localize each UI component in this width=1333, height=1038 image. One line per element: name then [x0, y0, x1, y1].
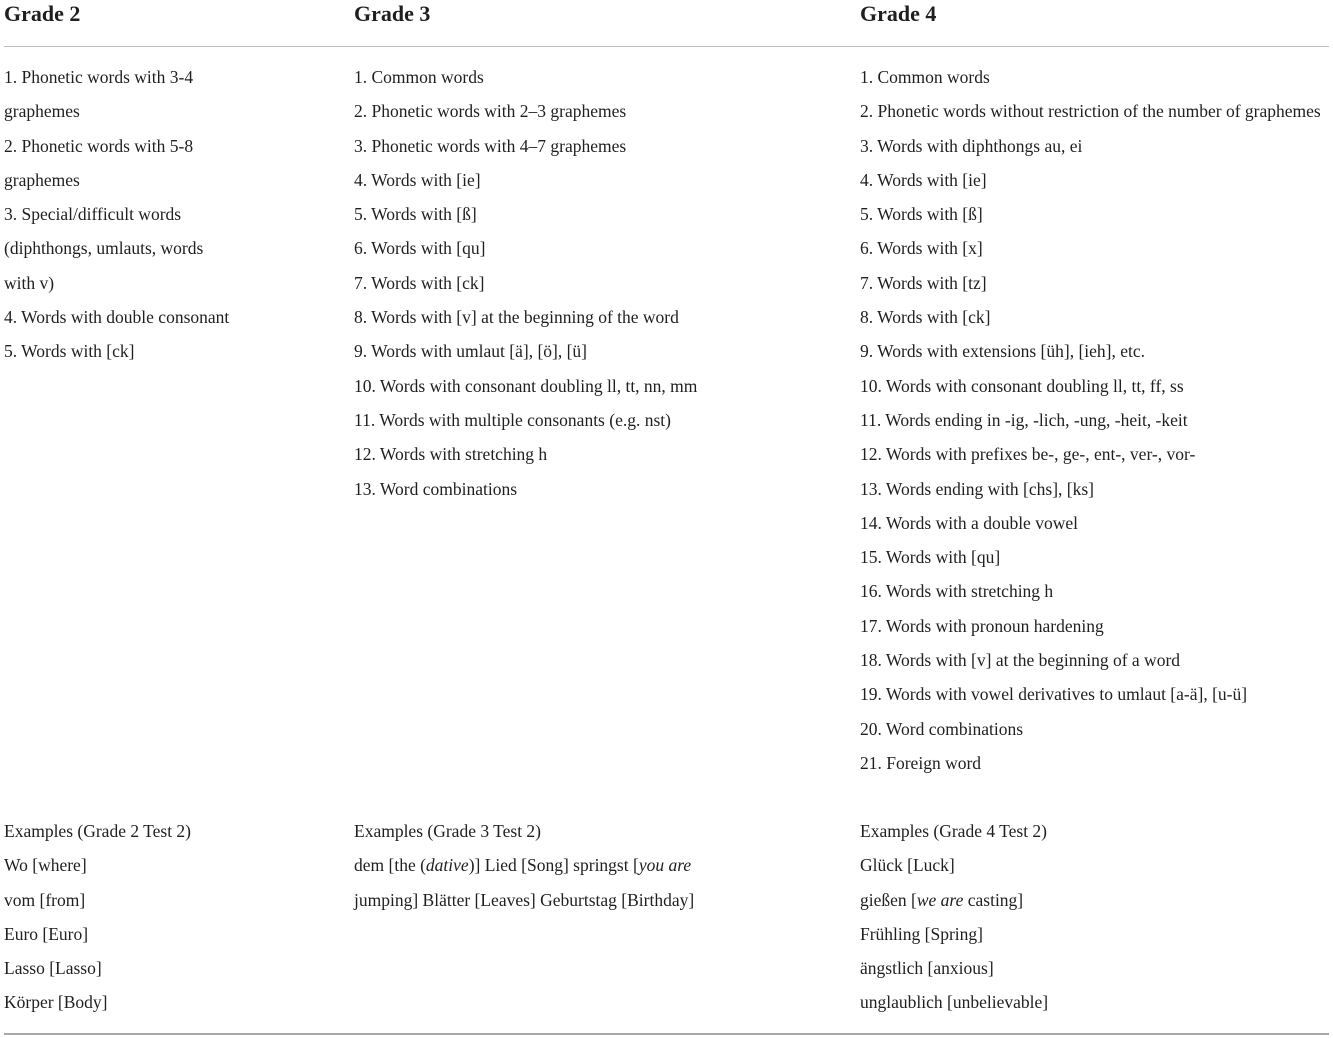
example-text: casting]	[963, 889, 1024, 910]
list-item: 10. Words with consonant doubling ll, tt, ff, ss	[860, 375, 1184, 396]
list-item: 1. Phonetic words with 3-4 graphemes	[4, 67, 194, 122]
list-item: 14. Words with a double vowel	[860, 512, 1078, 533]
category-list-grade-2	[4, 60, 234, 369]
example-word: Lasso [Lasso]	[4, 958, 102, 979]
list-item: 19. Words with vowel derivatives to umlaut [a-ä], [u-ü]	[860, 684, 1248, 705]
list-item: 2. Phonetic words with 5-8 graphemes	[4, 135, 194, 190]
list-item: 3. Special/difficult words (diphthongs, umlauts, words with v)	[4, 204, 204, 293]
example-text-italic: we are	[916, 889, 964, 910]
list-item: 11. Words with multiple consonants (e.g. nst)	[354, 409, 671, 430]
list-item: 20. Word combinations	[860, 718, 1024, 739]
list-item: 12. Words with stretching h	[354, 444, 548, 465]
example-text-italic: dative	[425, 855, 469, 876]
example-text: jumping] Blätter [Leaves] Geburtstag [Birthday]	[354, 889, 695, 910]
list-item: 6. Words with [x]	[860, 238, 983, 259]
list-item: 2. Phonetic words with 2–3 graphemes	[354, 101, 627, 122]
examples-grade-4	[860, 814, 1329, 1020]
list-item: 3. Phonetic words with 4–7 graphemes	[354, 135, 627, 156]
header-grade-3: Grade 3	[354, 1, 431, 26]
example-word	[860, 883, 1329, 917]
list-item: 4. Words with [ie]	[354, 169, 481, 190]
header-grade-2: Grade 2	[4, 1, 81, 26]
header-grade-4: Grade 4	[860, 1, 937, 26]
list-item: 8. Words with [v] at the beginning of the word	[354, 307, 679, 328]
list-item: 6. Words with [qu]	[354, 238, 486, 259]
examples-heading: Examples (Grade 3 Test 2)	[354, 821, 542, 841]
example-word: Körper [Body]	[4, 992, 108, 1013]
category-list-grade-4	[860, 60, 1329, 780]
example-paragraph	[354, 848, 704, 917]
list-item: 13. Words ending with [chs], [ks]	[860, 478, 1095, 499]
list-item: 1. Common words	[354, 67, 484, 87]
list-item: 4. Words with [ie]	[860, 169, 987, 190]
list-item: 2. Phonetic words without restriction of the number of graphemes	[860, 101, 1321, 122]
examples-heading: Examples (Grade 2 Test 2)	[4, 821, 192, 841]
list-item: 13. Word combinations	[354, 478, 518, 499]
example-word: Wo [where]	[4, 855, 87, 876]
list-item: 9. Words with extensions [üh], [ieh], etc.	[860, 341, 1146, 362]
example-word: Glück [Luck]	[860, 855, 955, 876]
example-text: dem [the (	[354, 855, 426, 876]
list-item: 17. Words with pronoun hardening	[860, 615, 1104, 636]
examples-heading: Examples (Grade 4 Test 2)	[860, 821, 1048, 841]
list-item: 7. Words with [tz]	[860, 272, 987, 293]
list-item: 5. Words with [ck]	[4, 341, 135, 362]
header-divider	[4, 46, 1329, 47]
example-text: gießen [	[860, 889, 917, 910]
list-item: 7. Words with [ck]	[354, 272, 485, 293]
list-item: 21. Foreign word	[860, 752, 982, 773]
list-item: 3. Words with diphthongs au, ei	[860, 135, 1083, 156]
list-item: 11. Words ending in -ig, -lich, -ung, -heit, -keit	[860, 409, 1188, 430]
list-item: 5. Words with [ß]	[860, 204, 983, 225]
example-word: Euro [Euro]	[4, 923, 89, 944]
list-item: 18. Words with [v] at the beginning of a word	[860, 650, 1181, 671]
list-item: 9. Words with umlaut [ä], [ö], [ü]	[354, 341, 588, 362]
examples-grade-3	[354, 814, 714, 917]
list-item: 12. Words with prefixes be-, ge-, ent-, ver-, vor-	[860, 444, 1196, 465]
bottom-divider	[4, 1033, 1329, 1035]
list-item: 1. Common words	[860, 67, 990, 87]
example-word: Frühling [Spring]	[860, 923, 983, 944]
list-item: 15. Words with [qu]	[860, 547, 1001, 568]
list-item: 5. Words with [ß]	[354, 204, 477, 225]
example-text: )] Lied [Song] springst [	[468, 855, 639, 876]
list-item: 16. Words with stretching h	[860, 581, 1054, 602]
list-item: 8. Words with [ck]	[860, 307, 991, 328]
list-item: 4. Words with double consonant	[4, 307, 230, 328]
example-word: vom [from]	[4, 889, 86, 910]
list-item: 10. Words with consonant doubling ll, tt, nn, mm	[354, 375, 698, 396]
category-list-grade-3	[354, 60, 774, 506]
example-word: ängstlich [anxious]	[860, 958, 994, 979]
example-text-italic: you are	[638, 855, 692, 876]
examples-grade-2	[4, 814, 244, 1020]
example-word: unglaublich [unbelievable]	[860, 992, 1049, 1013]
